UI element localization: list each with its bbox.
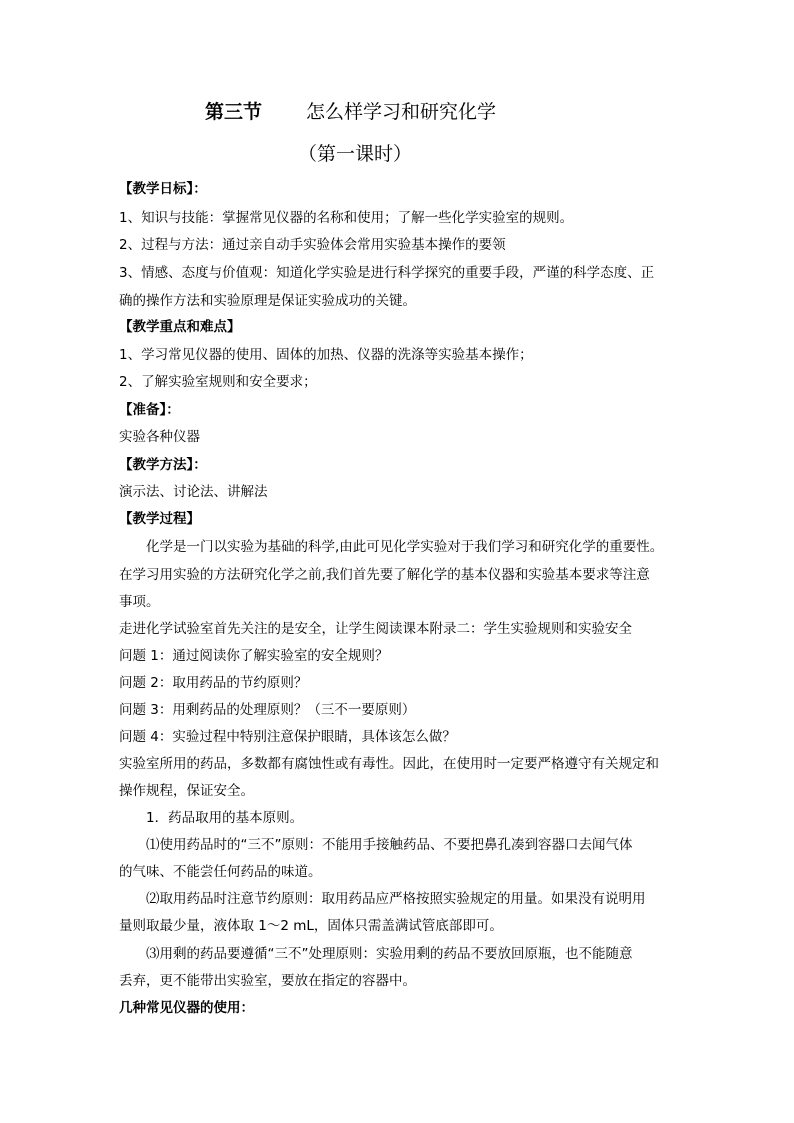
goal-attitude-cont: 确的操作方法和实验原理是保证实验成功的关键。 bbox=[119, 293, 416, 309]
heading-teaching-methods: 【教学方法】： bbox=[119, 457, 207, 473]
process-paragraph-1-cont: 在学习用实验的方法研究化学之前,我们首先要了解化学的基本仪器和实验基本要求等注意 bbox=[119, 567, 650, 583]
heading-teaching-process: 【教学过程】 bbox=[119, 511, 200, 527]
heading-teaching-goals: 【教学日标】： bbox=[119, 181, 207, 197]
safety-paragraph-cont: 操作规程，保证安全。 bbox=[119, 783, 254, 799]
goal-attitude: 3、情感、态度与价值观：知道化学实验是进行科学探究的重要手段，严谨的科学态度、正 bbox=[119, 265, 655, 281]
principle-1: ⑴使用药品时的“三不”原则：不能用手接触药品、不要把鼻孔凑到容器口去闻气体 bbox=[119, 837, 633, 853]
key-point-2: 2、了解实验室规则和安全要求； bbox=[119, 374, 317, 390]
process-safety-intro: 走进化学试验室首先关注的是安全，让学生阅读课本附录二：学生实验规则和实验安全 bbox=[119, 621, 632, 637]
principle-2: ⑵取用药品时注意节约原则：取用药品应严格按照实验规定的用量。如果没有说明用 bbox=[119, 891, 646, 907]
key-point-1: 1、学习常见仪器的使用、固体的加热、仪器的洗涤等实验基本操作； bbox=[119, 347, 533, 363]
principle-1-cont: 的气味、不能尝任何药品的味道。 bbox=[119, 864, 322, 880]
principle-3-cont: 丢弃，更不能带出实验室，要放在指定的容器中。 bbox=[119, 973, 416, 989]
safety-paragraph: 实验室所用的药品，多数都有腐蚀性或有毒性。因此，在使用时一定要严格遵守有关规定和 bbox=[119, 756, 659, 772]
question-2: 问题 2：取用药品的节约原则？ bbox=[119, 675, 308, 691]
lesson-period: （第一课时） bbox=[298, 143, 413, 165]
goal-knowledge: 1、知识与技能：掌握常见仪器的名称和使用；了解一些化学实验室的规则。 bbox=[119, 210, 574, 226]
page-title bbox=[205, 100, 496, 124]
section-number: 第三节 bbox=[205, 101, 263, 123]
question-4: 问题 4：实验过程中特别注意保护眼睛，具体该怎么做？ bbox=[119, 729, 456, 745]
section-topic: 怎么样学习和研究化学 bbox=[306, 101, 497, 123]
principle-2-cont: 量则取最少量，液体取 1～2 mL，固体只需盖满试管底部即可。 bbox=[119, 918, 503, 934]
preparation-text: 实验各种仪器 bbox=[119, 429, 200, 445]
heading-instruments: 几种常见仪器的使用： bbox=[119, 1000, 254, 1016]
process-paragraph-1-end: 事项。 bbox=[119, 594, 160, 610]
goal-process: 2、过程与方法：通过亲自动手实验体会常用实验基本操作的要领 bbox=[119, 237, 506, 253]
heading-preparation: 【准备】： bbox=[119, 402, 180, 418]
process-paragraph-1: 化学是一门以实验为基础的科学,由此可见化学实验对于我们学习和研究化学的重要性。 bbox=[119, 539, 664, 555]
question-3: 问题 3：用剩药品的处理原则？（三不一要原则） bbox=[119, 702, 416, 718]
heading-key-points: 【教学重点和难点】 bbox=[119, 319, 241, 335]
question-1: 问题 1：通过阅读你了解实验室的安全规则？ bbox=[119, 648, 389, 664]
teaching-methods-text: 演示法、讨论法、讲解法 bbox=[119, 484, 268, 500]
principle-3: ⑶用剩的药品要遵循“三不”处理原则：实验用剩的药品不要放回原瓶，也不能随意 bbox=[119, 946, 633, 962]
principle-heading: 1．药品取用的基本原则。 bbox=[119, 810, 304, 826]
